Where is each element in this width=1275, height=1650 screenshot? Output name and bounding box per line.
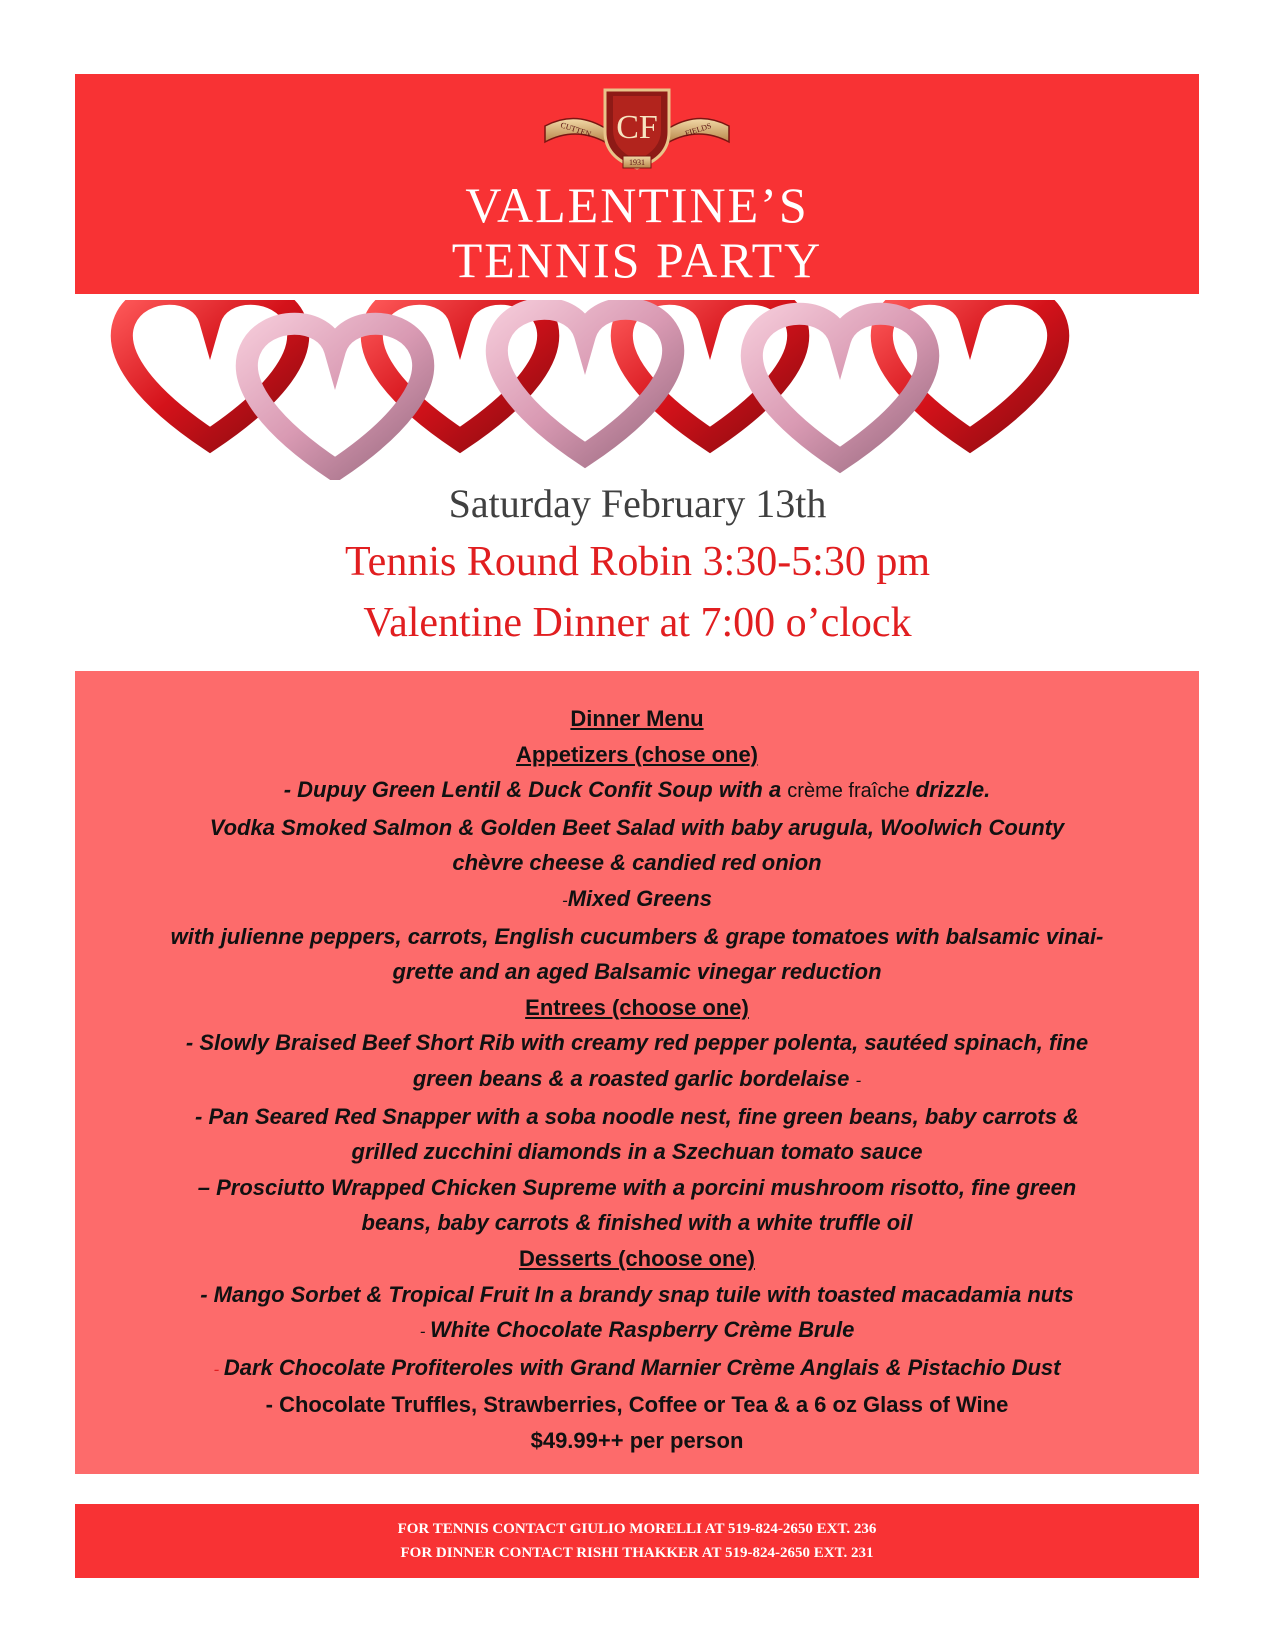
appetizer-greens-line-2: grette and an aged Balsamic vinegar reduction [392,959,882,985]
dessert-creme-brule: - White Chocolate Raspberry Crème Brule [419,1317,855,1343]
svg-text:FIELDS: FIELDS [683,121,713,139]
dessert-profiteroles: - Dark Chocolate Profiteroles with Grand Marnier Crème Anglais & Pistachio Dust [213,1354,1061,1380]
appetizer-soup: - Dupuy Green Lentil & Duck Confit Soup with a crème fraîche drizzle. [283,777,991,803]
round-robin-time: Tennis Round Robin 3:30-5:30 pm [344,539,931,585]
dinner-contact: FOR DINNER CONTACT RISHI THAKKER AT 519-824-2650 EXT. 231 [400,1545,874,1561]
entree-chicken-line-1: – Prosciutto Wrapped Chicken Supreme with a porcini mushroom risotto, fine green [197,1174,1077,1200]
tennis-contact: FOR TENNIS CONTACT GIULIO MORELLI AT 519-824-2650 EXT. 236 [397,1521,877,1537]
entree-short-rib-line-1: - Slowly Braised Beef Short Rib with creamy red pepper polenta, sautéed spinach, fine [185,1030,1089,1056]
entree-snapper-line-2: grilled zucchini diamonds in a Szechuan tomato sauce [351,1139,923,1165]
title-banner [75,74,1199,294]
linked-hearts-decoration [100,300,1180,480]
appetizers-heading: Appetizers (chose one) [515,741,759,767]
appetizer-greens-title: -Mixed Greens [562,885,712,911]
dinner-menu [75,671,1199,1474]
appetizer-greens-line-1: with julienne peppers, carrots, English cucumbers & grape tomatoes with balsamic vinai- [170,923,1104,949]
title-line-1: VALENTINE’S [465,177,809,233]
entrees-heading: Entrees (choose one) [525,994,749,1020]
menu-heading: Dinner Menu [570,706,704,731]
entree-snapper-line-1: - Pan Seared Red Snapper with a soba noodle nest, fine green beans, baby carrots & [195,1103,1079,1129]
entree-chicken-line-2: beans, baby carrots & finished with a white truffle oil [361,1210,913,1236]
dinner-time: Valentine Dinner at 7:00 o’clock [363,600,912,646]
contact-footer [75,1504,1199,1578]
dessert-mango-sorbet: - Mango Sorbet & Tropical Fruit In a brandy snap tuile with toasted macadamia nuts [200,1281,1074,1307]
svg-text:1931: 1931 [629,158,645,167]
event-title [75,178,1199,288]
appetizer-salmon-line-2: chèvre cheese & candied red onion [452,850,822,876]
entree-short-rib-line-2: green beans & a roasted garlic bordelaise - [412,1065,862,1091]
title-line-2: TENNIS PARTY [451,232,823,288]
svg-text:CF: CF [616,109,658,146]
event-date: Saturday February 13th [448,481,827,526]
svg-text:CUTTEN: CUTTEN [559,120,593,139]
club-crest-logo [535,80,739,172]
menu-price: $49.99++ per person [530,1427,744,1453]
appetizer-salmon-line-1: Vodka Smoked Salmon & Golden Beet Salad with baby arugula, Woolwich County [209,814,1065,840]
desserts-heading: Desserts (choose one) [519,1245,755,1271]
menu-extras: - Chocolate Truffles, Strawberries, Coffee or Tea & a 6 oz Glass of Wine [265,1392,1009,1418]
